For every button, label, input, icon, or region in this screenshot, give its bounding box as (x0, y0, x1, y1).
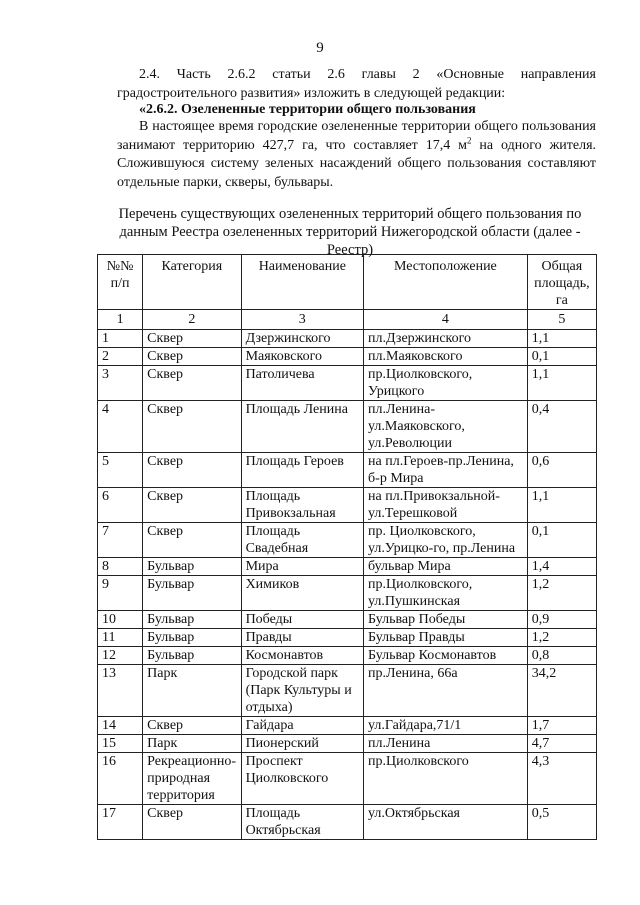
cell-number: 4 (98, 401, 143, 453)
table-row (98, 558, 597, 576)
table-row (98, 611, 597, 629)
cell-location: на пл.Героев-пр.Ленина, б-р Мира (364, 453, 528, 488)
cell-category: Сквер (143, 330, 241, 348)
table-row (98, 453, 597, 488)
cell-area: 0,5 (527, 805, 596, 840)
cell-number: 16 (98, 753, 143, 805)
cell-location: пр.Ленина, 66а (364, 665, 528, 717)
cell-name: Площадь Привокзальная (241, 488, 363, 523)
cell-category: Парк (143, 735, 241, 753)
table-row (98, 735, 597, 753)
cell-number: 8 (98, 558, 143, 576)
cell-category: Сквер (143, 805, 241, 840)
cell-location: ул.Октябрьская (364, 805, 528, 840)
cell-location: пл.Дзержинского (364, 330, 528, 348)
cell-number: 2 (98, 348, 143, 366)
cell-area: 1,1 (527, 330, 596, 348)
cell-number: 7 (98, 523, 143, 558)
col-number: 4 (364, 310, 528, 330)
cell-location: пр. Циолковского, ул.Урицко-го, пр.Ленина (364, 523, 528, 558)
cell-category: Бульвар (143, 629, 241, 647)
cell-area: 0,1 (527, 523, 596, 558)
table-row (98, 366, 597, 401)
cell-number: 15 (98, 735, 143, 753)
cell-location: Бульвар Правды (364, 629, 528, 647)
cell-category: Сквер (143, 366, 241, 401)
cell-number: 1 (98, 330, 143, 348)
cell-name: Проспект Циолковского (241, 753, 363, 805)
cell-category: Сквер (143, 453, 241, 488)
cell-name: Мира (241, 558, 363, 576)
page-number: 9 (316, 40, 324, 56)
cell-category: Сквер (143, 401, 241, 453)
table-row (98, 717, 597, 735)
cell-name: Маяковского (241, 348, 363, 366)
cell-area: 1,4 (527, 558, 596, 576)
cell-category: Бульвар (143, 611, 241, 629)
cell-name: Химиков (241, 576, 363, 611)
cell-area: 0,9 (527, 611, 596, 629)
cell-area: 1,7 (527, 717, 596, 735)
header-area: Общая площадь, га (527, 255, 596, 310)
table-row (98, 647, 597, 665)
table-row (98, 665, 597, 717)
paragraph-amendment: 2.4. Часть 2.6.2 статьи 2.6 главы 2 «Основные направления градостроительного развития» изложить в следующей редакции: (117, 67, 596, 101)
header-category: Категория (143, 255, 241, 310)
cell-location: на пл.Привокзальной-ул.Терешковой (364, 488, 528, 523)
col-number: 1 (98, 310, 143, 330)
cell-area: 1,1 (527, 488, 596, 523)
cell-location: Бульвар Космонавтов (364, 647, 528, 665)
cell-number: 6 (98, 488, 143, 523)
cell-location: пл.Ленина-ул.Маяковского, ул.Революции (364, 401, 528, 453)
table-row (98, 488, 597, 523)
col-number: 2 (143, 310, 241, 330)
cell-location: пл.Маяковского (364, 348, 528, 366)
paragraph-green-areas (117, 118, 596, 192)
cell-number: 3 (98, 366, 143, 401)
cell-location: пр.Циолковского (364, 753, 528, 805)
table-header-row (98, 255, 597, 310)
cell-category: Сквер (143, 523, 241, 558)
header-location: Местоположение (364, 255, 528, 310)
cell-area: 1,1 (527, 366, 596, 401)
cell-number: 12 (98, 647, 143, 665)
cell-location: Бульвар Победы (364, 611, 528, 629)
cell-number: 14 (98, 717, 143, 735)
cell-name: Гайдара (241, 717, 363, 735)
cell-name: Космонавтов (241, 647, 363, 665)
header-number: №№ п/п (98, 255, 143, 310)
superscript-two: 2 (467, 134, 472, 145)
cell-area: 0,1 (527, 348, 596, 366)
cell-area: 1,2 (527, 629, 596, 647)
cell-number: 13 (98, 665, 143, 717)
cell-number: 17 (98, 805, 143, 840)
cell-name: Патоличева (241, 366, 363, 401)
cell-area: 0,6 (527, 453, 596, 488)
table-row (98, 805, 597, 840)
registry-table (97, 254, 597, 840)
paragraph-text-after: на одного жителя. Сложившуюся систему зеленых насаждений общего пользования составляют отдельные парки, скверы, бульвары. (117, 137, 597, 190)
cell-name: Площадь Ленина (241, 401, 363, 453)
cell-location: ул.Гайдара,71/1 (364, 717, 528, 735)
cell-name: Победы (241, 611, 363, 629)
table-row (98, 330, 597, 348)
cell-category: Сквер (143, 717, 241, 735)
col-number: 5 (527, 310, 596, 330)
cell-category: Бульвар (143, 558, 241, 576)
cell-category: Сквер (143, 488, 241, 523)
cell-location: бульвар Мира (364, 558, 528, 576)
table-row (98, 576, 597, 611)
cell-area: 0,8 (527, 647, 596, 665)
table-row (98, 629, 597, 647)
cell-category: Сквер (143, 348, 241, 366)
cell-area: 1,2 (527, 576, 596, 611)
cell-name: Городской парк (Парк Культуры и отдыха) (241, 665, 363, 717)
cell-number: 5 (98, 453, 143, 488)
cell-category: Рекреационно-природная территория (143, 753, 241, 805)
cell-location: пл.Ленина (364, 735, 528, 753)
cell-area: 0,4 (527, 401, 596, 453)
cell-category: Парк (143, 665, 241, 717)
cell-name: Площадь Свадебная (241, 523, 363, 558)
table-caption: Перечень существующих озелененных территорий общего пользования по данным Реестра озелененных территорий Нижегородской области (далее - Реестр) (118, 206, 582, 258)
col-number: 3 (241, 310, 363, 330)
cell-location: пр.Циолковского, Урицкого (364, 366, 528, 401)
cell-category: Бульвар (143, 576, 241, 611)
cell-location: пр.Циолковского, ул.Пушкинская (364, 576, 528, 611)
cell-category: Бульвар (143, 647, 241, 665)
cell-area: 4,3 (527, 753, 596, 805)
table-row (98, 523, 597, 558)
table-row (98, 348, 597, 366)
table-row (98, 401, 597, 453)
cell-area: 4,7 (527, 735, 596, 753)
cell-number: 11 (98, 629, 143, 647)
cell-name: Площадь Героев (241, 453, 363, 488)
header-name: Наименование (241, 255, 363, 310)
paragraph-text-before: В настоящее время городские озелененные территории общего пользования занимают территорию 427,7 га, что составляет 17,4 м (117, 119, 596, 153)
section-title: «2.6.2. Озелененные территории общего пользования (139, 102, 476, 117)
cell-number: 9 (98, 576, 143, 611)
cell-area: 34,2 (527, 665, 596, 717)
cell-name: Дзержинского (241, 330, 363, 348)
cell-name: Пионерский (241, 735, 363, 753)
table-row (98, 753, 597, 805)
column-number-row (98, 310, 597, 330)
cell-name: Правды (241, 629, 363, 647)
cell-number: 10 (98, 611, 143, 629)
cell-name: Площадь Октябрьская (241, 805, 363, 840)
